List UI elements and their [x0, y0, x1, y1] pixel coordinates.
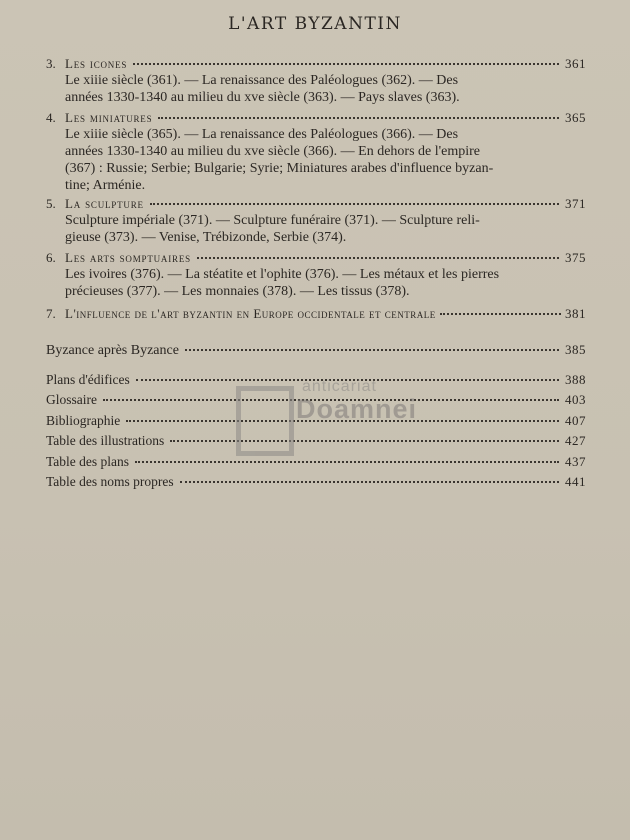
- dot-leader: [150, 203, 559, 205]
- subsection-line: précieuses (377). — Les monnaies (378). — Les tissus (378).: [65, 284, 410, 299]
- toc-entry-heading: [46, 433, 586, 449]
- subsection-line: (367) : Russie; Serbie; Bulgarie; Syrie; Miniatures arabes d'influence byzan-: [65, 161, 494, 176]
- entry-title: Les miniatures: [65, 110, 153, 125]
- dot-leader: [158, 117, 559, 119]
- toc-entry-icones: [46, 56, 586, 106]
- toc-entry-heading: [46, 250, 586, 266]
- entry-title: Les icones: [65, 56, 128, 71]
- dot-leader: [103, 399, 559, 401]
- page-number: 388: [565, 372, 586, 387]
- entry-subsections: [65, 212, 564, 246]
- page-number: 365: [565, 110, 586, 125]
- subsection-line: Le xiiie siècle (365). — La renaissance des Paléologues (366). — Des: [65, 127, 459, 142]
- subsection-line: années 1330-1340 au milieu du xve siècle (363). — Pays slaves (363).: [65, 90, 460, 105]
- page-number: 441: [565, 474, 586, 489]
- subsection-line: Les ivoires (376). — La stéatite et l'ophite (376). — Les métaux et les pierres: [65, 267, 500, 282]
- watermark-main-text: Doamnei: [296, 394, 418, 424]
- entry-title: L'influence de l'art byzantin en Europe occidentale et centrale: [65, 306, 436, 321]
- toc-entry-sculpture: [46, 196, 586, 246]
- toc-entry-table-noms-propres: [46, 474, 586, 490]
- entry-title: Table des plans: [46, 454, 130, 469]
- dot-leader: [180, 481, 559, 483]
- entry-number: 4.: [46, 110, 56, 125]
- subsection-line: tine; Arménie.: [65, 178, 146, 193]
- page-number: 407: [565, 413, 586, 428]
- entry-number: 7.: [46, 306, 56, 321]
- toc-entry-heading: [46, 196, 586, 212]
- toc-entry-miniatures: [46, 110, 586, 194]
- dot-leader: [133, 63, 559, 65]
- dot-leader: [126, 420, 559, 422]
- entry-title: Plans d'édifices: [46, 372, 130, 387]
- entry-title: Bibliographie: [46, 413, 121, 428]
- page-number: 381: [565, 306, 586, 321]
- toc-entry-heading: [46, 392, 586, 408]
- subsection-line: Le xiiie siècle (361). — La renaissance des Paléologues (362). — Des: [65, 73, 459, 88]
- page-number: 371: [565, 196, 586, 211]
- toc-entry-heading: [46, 56, 586, 72]
- toc-entry-influence: [46, 306, 586, 322]
- toc-entry-heading: [46, 342, 586, 359]
- page-number: 403: [565, 392, 586, 407]
- toc-entry-byzance-apres-byzance: [46, 342, 586, 359]
- dot-leader: [135, 461, 559, 463]
- entry-number: 6.: [46, 250, 56, 265]
- toc-entry-arts-somptuaires: [46, 250, 586, 300]
- toc-entry-heading: [46, 474, 586, 490]
- subsection-line: années 1330-1340 au milieu du xve siècle (366). — En dehors de l'empire: [65, 144, 481, 159]
- toc-entry-heading: [46, 110, 586, 126]
- toc-entry-table-plans: [46, 454, 586, 470]
- watermark-top-text: anticariat: [302, 378, 377, 395]
- page-number: 437: [565, 454, 586, 469]
- entry-subsections: [65, 266, 564, 300]
- subsection-line: Sculpture impériale (371). — Sculpture funéraire (371). — Sculpture reli-: [65, 213, 480, 228]
- running-title: L'ART BYZANTIN: [228, 14, 402, 34]
- entry-number: 3.: [46, 56, 56, 71]
- entry-title: La sculpture: [65, 196, 144, 211]
- entry-title: Les arts somptuaires: [65, 250, 191, 265]
- entry-subsections: [65, 72, 564, 106]
- page-number: 375: [565, 250, 586, 265]
- toc-entry-bibliographie: [46, 413, 586, 429]
- dot-leader: [197, 257, 559, 259]
- toc-entry-glossaire: [46, 392, 586, 408]
- entry-number: 5.: [46, 196, 56, 211]
- dot-leader: [440, 313, 561, 315]
- dot-leader: [170, 440, 559, 442]
- entry-title: Table des noms propres: [46, 474, 174, 489]
- toc-entry-heading: [46, 372, 586, 388]
- dot-leader: [185, 349, 559, 351]
- dot-leader: [136, 379, 559, 381]
- subsection-line: gieuse (373). — Venise, Trébizonde, Serbie (374).: [65, 230, 347, 245]
- toc-entry-heading: [46, 306, 586, 322]
- toc-entry-plans-edifices: [46, 372, 586, 388]
- entry-title: Table des illustrations: [46, 433, 165, 448]
- entry-title: Byzance après Byzance: [46, 343, 179, 358]
- page-number: 427: [565, 433, 586, 448]
- page-number: 385: [565, 342, 586, 357]
- toc-entry-table-illustrations: [46, 433, 586, 449]
- toc-entry-heading: [46, 413, 586, 429]
- entry-title: Glossaire: [46, 392, 97, 407]
- entry-subsections: [65, 126, 564, 194]
- page-number: 361: [565, 56, 586, 71]
- toc-entry-heading: [46, 454, 586, 470]
